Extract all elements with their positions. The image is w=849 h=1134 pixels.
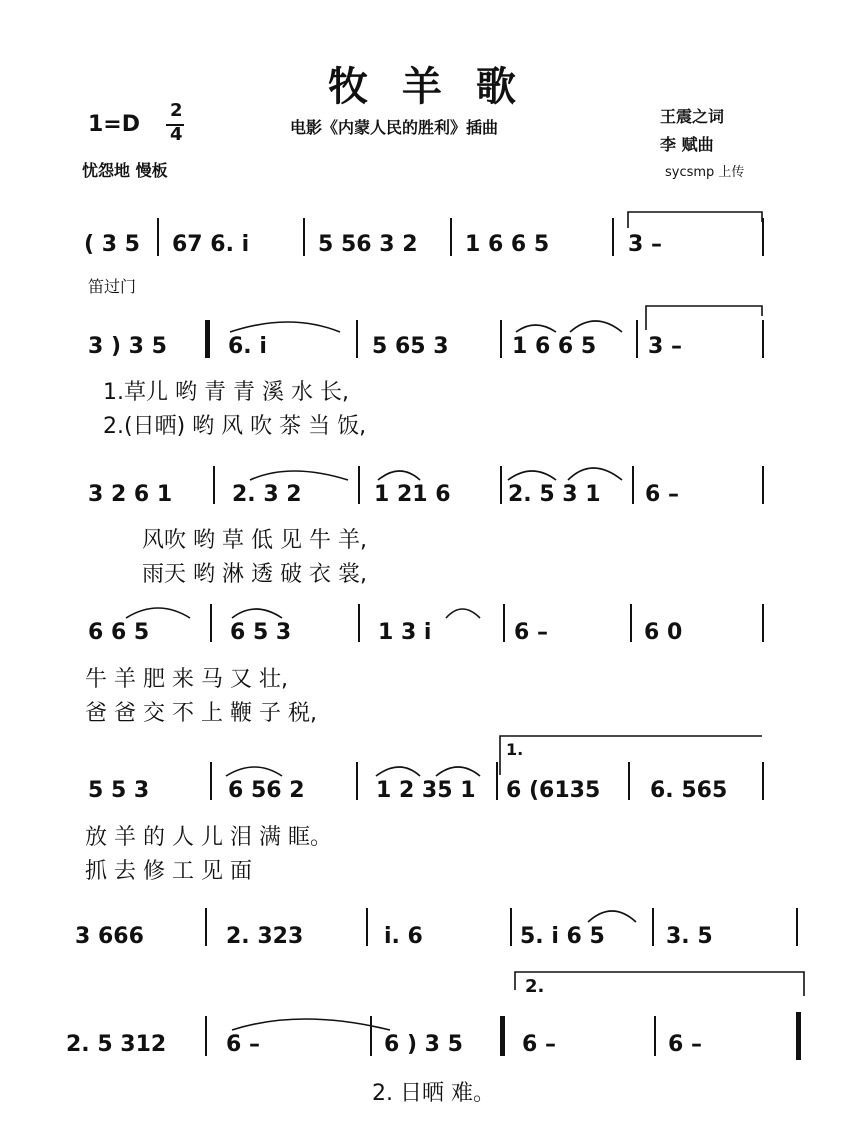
time-signature-top: 2 [170,100,183,121]
system-7-measure-3: 6 ) 3 5 [384,1032,463,1057]
key-signature: 1=D [88,112,141,137]
uploader-note: sycsmp 上传 [665,165,745,180]
time-signature-bottom: 4 [170,124,183,145]
system-3-measure-1: 3 2 6 1 [88,482,173,507]
volta-2-label: 2. [525,976,545,997]
system-6-measure-4: 5. i 6 5 [520,924,605,949]
system-4-measure-1: 6 6 5 [88,620,150,645]
system-7-measure-1: 2. 5 312 [66,1032,167,1057]
system-5-measure-2: 6 56 2 [228,778,305,803]
system-4-measure-3: 1 3 i [378,620,432,645]
system-3-measure-5: 6 – [645,482,679,507]
system-5-measure-3: 1 2 35 1 [376,778,476,803]
lyricist: 王震之词 [660,107,725,126]
system-7-lyric-1: 2. 日晒 难。 [372,1081,495,1106]
system-2-measure-2: 6. i [228,334,267,359]
system-3-measure-3: 1 21 6 [374,482,451,507]
system-1-measure-1: ( 3 5 [84,232,140,257]
system-1-lyric-1: 笛过门 [88,277,137,296]
system-7-measure-4: 6 – [522,1032,556,1057]
system-2-lyric-1: 1.草儿 哟 青 青 溪 水 长, [103,380,349,405]
system-5-measure-5: 6. 565 [650,778,728,803]
system-5-lyric-1: 放 羊 的 人 儿 泪 满 眶。 [85,825,332,850]
system-2-measure-3: 5 65 3 [372,334,449,359]
volta-1-label: 1. [506,740,524,759]
page-title: 牧 羊 歌 [328,64,526,110]
system-4-measure-4: 6 – [514,620,548,645]
system-2-lyric-2: 2.(日晒) 哟 风 吹 茶 当 饭, [103,414,367,439]
system-4-measure-2: 6 5 3 [230,620,292,645]
system-7-measure-2: 6 – [226,1032,260,1057]
system-1-measure-4: 1 6 6 5 [465,232,550,257]
system-4-measure-5: 6 0 [644,620,683,645]
system-2-measure-5: 3 – [648,334,682,359]
system-5-measure-1: 5 5 3 [88,778,150,803]
system-6-measure-5: 3. 5 [666,924,713,949]
system-3-lyric-1: 风吹 哟 草 低 见 牛 羊, [142,528,367,553]
composer: 李 赋曲 [660,135,714,154]
system-1-measure-5: 3 – [628,232,662,257]
system-2-measure-1: 3 ) 3 5 [88,334,167,359]
system-1-measure-2: 67 6. i [172,232,250,257]
subtitle: 电影《内蒙人民的胜利》插曲 [290,118,499,137]
system-4-lyric-1: 牛 羊 肥 来 马 又 壮, [85,667,288,692]
system-5-lyric-2: 抓 去 修 工 见 面 [85,859,252,884]
system-6-measure-3: i. 6 [384,924,423,949]
system-3-measure-4: 2. 5 3 1 [508,482,601,507]
tempo-marking: 忧怨地 慢板 [82,161,168,180]
system-3-measure-2: 2. 3 2 [232,482,302,507]
system-3-lyric-2: 雨天 哟 淋 透 破 衣 裳, [142,562,367,587]
system-5-measure-4: 6 (6135 [506,778,601,803]
system-1-measure-3: 5 56 3 2 [318,232,418,257]
system-7-measure-5: 6 – [668,1032,702,1057]
system-6-measure-2: 2. 323 [226,924,304,949]
system-6-measure-1: 3 666 [75,924,144,949]
system-4-lyric-2: 爸 爸 交 不 上 鞭 子 税, [85,701,317,726]
system-2-measure-4: 1 6 6 5 [512,334,597,359]
